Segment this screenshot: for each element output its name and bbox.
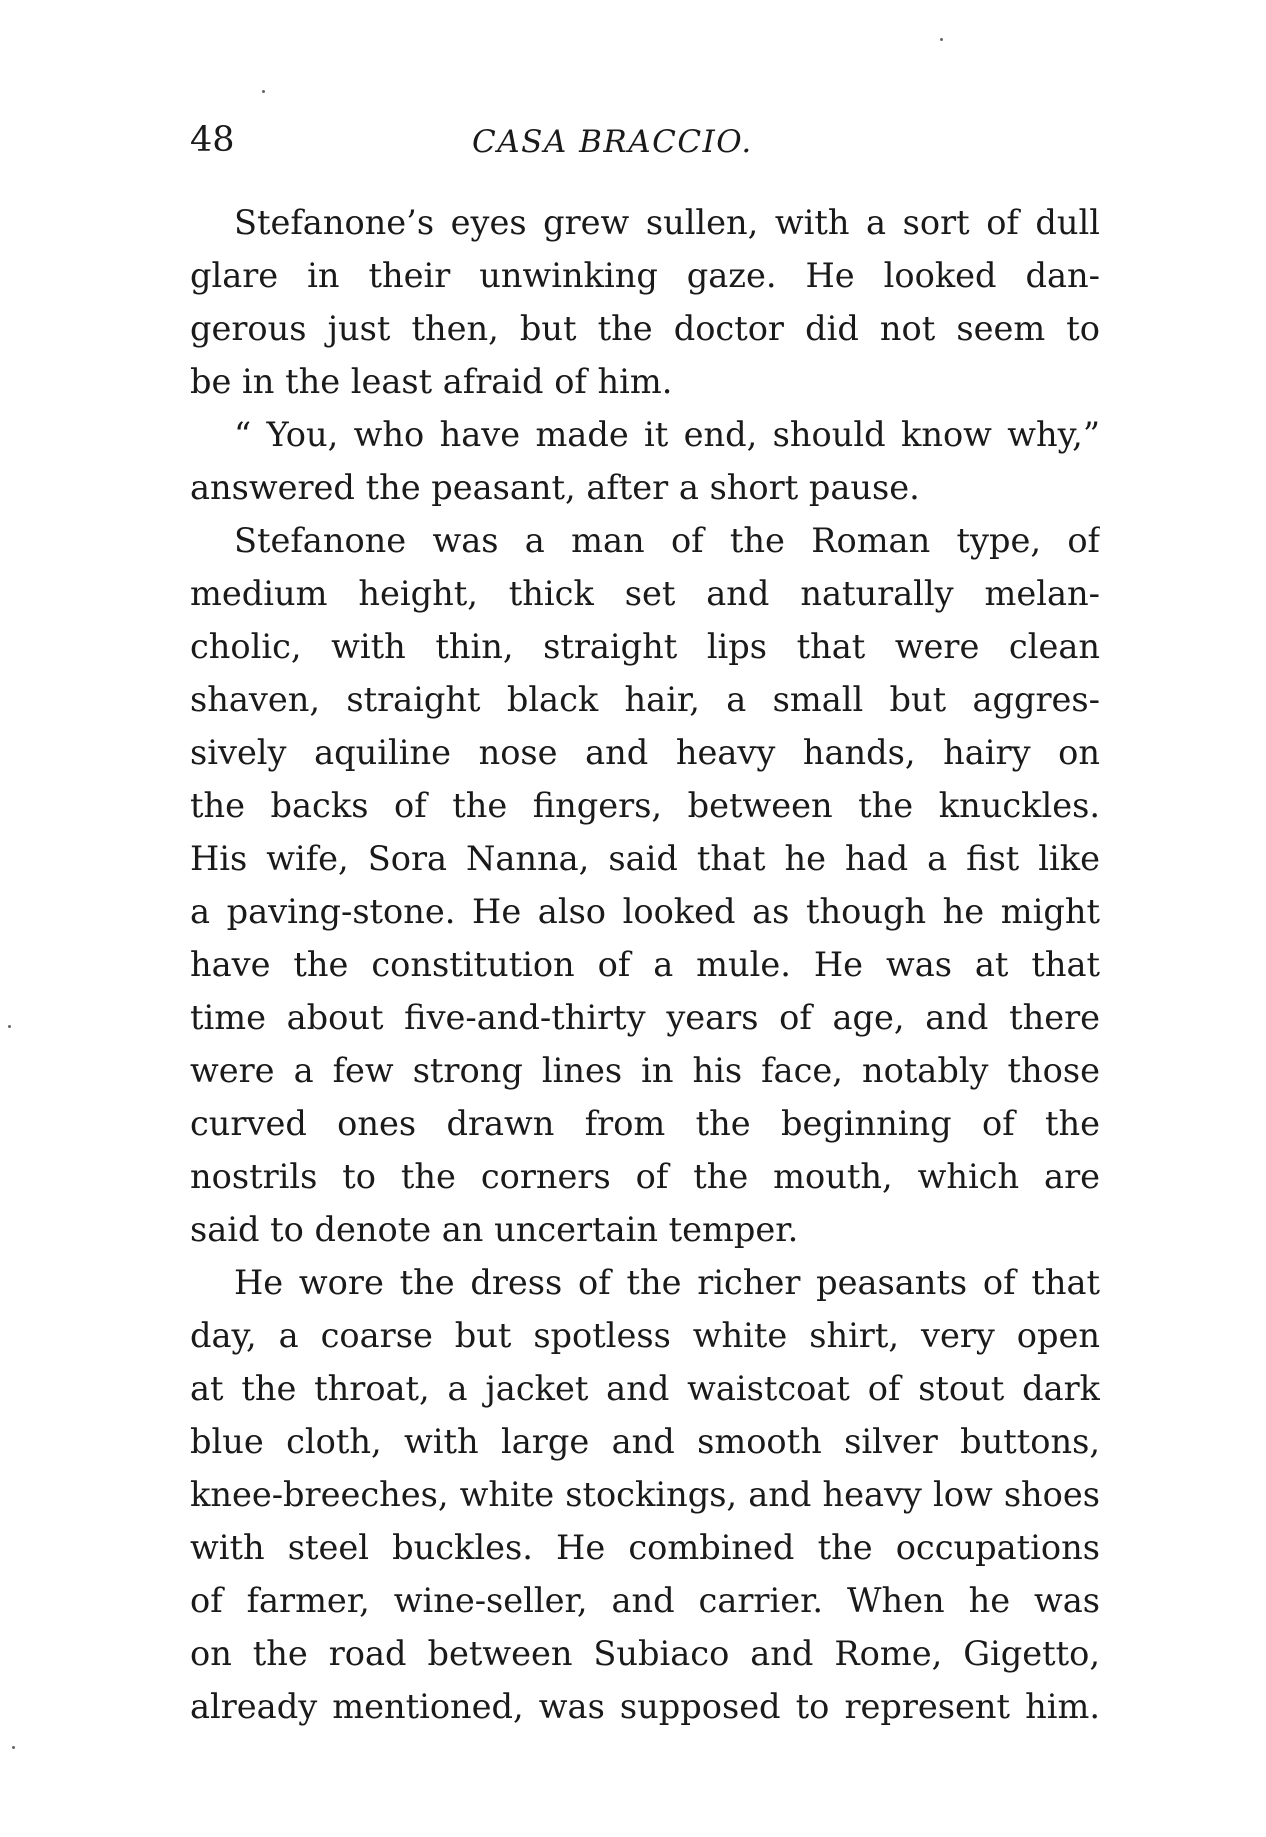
running-head bbox=[190, 118, 1100, 168]
text-line: “ You, who have made it end, should know why,” bbox=[234, 415, 1100, 454]
text-line: shaven, straight black hair, a small but aggres- bbox=[190, 680, 1100, 719]
text-line: sively aquiline nose and heavy hands, hairy on bbox=[190, 733, 1100, 772]
text-line: on the road between Subiaco and Rome, Gigetto, bbox=[190, 1634, 1100, 1673]
text-line: knee-breeches, white stockings, and heavy low shoes bbox=[190, 1475, 1100, 1514]
text-line: have the constitution of a mule. He was at that bbox=[190, 945, 1100, 984]
paragraph-3 bbox=[190, 514, 1100, 1256]
paper-speck bbox=[262, 90, 265, 93]
text-line: time about five-and-thirty years of age, and there bbox=[190, 998, 1100, 1037]
text-line: gerous just then, but the doctor did not seem to bbox=[190, 309, 1100, 348]
text-line: blue cloth, with large and smooth silver buttons, bbox=[190, 1422, 1100, 1461]
text-line: said to denote an uncertain temper. bbox=[190, 1210, 799, 1249]
text-line: a paving-stone. He also looked as though he might bbox=[190, 892, 1100, 931]
text-line: be in the least afraid of him. bbox=[190, 362, 673, 401]
page-number: 48 bbox=[190, 120, 235, 160]
text-line: with steel buckles. He combined the occupations bbox=[190, 1528, 1100, 1567]
text-line: the backs of the fingers, between the knuckles. bbox=[190, 786, 1100, 825]
text-line: day, a coarse but spotless white shirt, very open bbox=[190, 1316, 1100, 1355]
text-line: glare in their unwinking gaze. He looked dan- bbox=[190, 256, 1100, 295]
paper-speck bbox=[12, 1746, 15, 1749]
paragraph-1 bbox=[190, 196, 1100, 408]
running-title: CASA BRACCIO. bbox=[472, 124, 753, 160]
text-line: were a few strong lines in his face, notably those bbox=[190, 1051, 1100, 1090]
text-line: Stefanone’s eyes grew sullen, with a sort of dull bbox=[234, 203, 1100, 242]
paper-speck bbox=[8, 1025, 11, 1028]
text-line: of farmer, wine-seller, and carrier. When he was bbox=[190, 1581, 1100, 1620]
paper-speck bbox=[940, 38, 943, 41]
text-line: Stefanone was a man of the Roman type, of bbox=[234, 521, 1100, 560]
text-line: already mentioned, was supposed to represent him. bbox=[190, 1687, 1100, 1726]
paragraph-4 bbox=[190, 1256, 1100, 1733]
text-line: answered the peasant, after a short pause. bbox=[190, 468, 920, 507]
text-line: at the throat, a jacket and waistcoat of stout dark bbox=[190, 1369, 1100, 1408]
paragraph-2 bbox=[190, 408, 1100, 514]
text-line: cholic, with thin, straight lips that were clean bbox=[190, 627, 1100, 666]
text-line: He wore the dress of the richer peasants of that bbox=[234, 1263, 1100, 1302]
text-line: nostrils to the corners of the mouth, which are bbox=[190, 1157, 1100, 1196]
text-line: His wife, Sora Nanna, said that he had a fist like bbox=[190, 839, 1100, 878]
text-line: curved ones drawn from the beginning of the bbox=[190, 1104, 1100, 1143]
body-text bbox=[190, 196, 1100, 1733]
text-line: medium height, thick set and naturally melan- bbox=[190, 574, 1100, 613]
